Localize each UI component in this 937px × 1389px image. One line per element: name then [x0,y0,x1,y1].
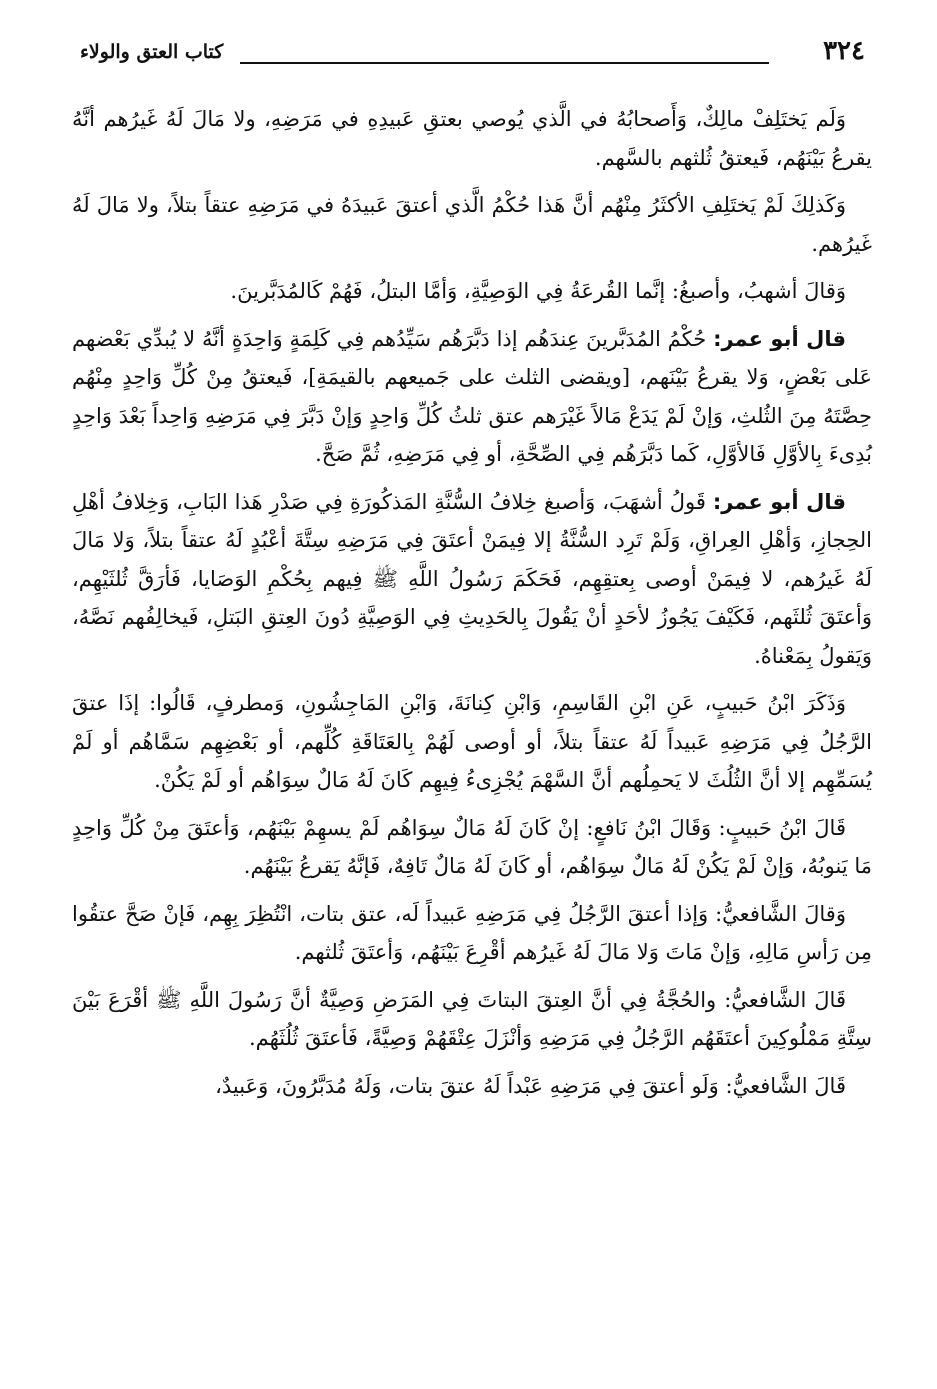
paragraph-text: وَقالَ الشَّافعيُّ: وَإذا أعتقَ الرَّجُلُ فِي مَرَضِهِ عَبيداً لَه، عتق بتات، انْتُظِرَ بِهِم، فَإنْ صَحَّ عتقُوا مِن رَأسِ مَالِهِ، وَإنْ مَاتَ وَلا مَالَ لَهُ غَيرُهم أقْرِعَ بَيْنَهُم، وَأعتَقَ ثُلثهم. [72,901,872,964]
paragraph-text: قَالَ الشَّافعيُّ: والحُجَّةُ فِي أنَّ العِتقَ البتاتَ فِي المَرَضِ وَصِيَّةٌ أنَّ رَسُولَ اللَّهِ ﷺ أقْرَعَ بَيْنَ سِتَّةِ مَمْلُوكِينَ أعتَقَهُم الرَّجُلُ فِي مَرَضِهِ وَأنْزَلَ عِتْقَهُمْ وَصِيَّةً، فَأعتَقَ ثُلُثَهُم. [72,987,872,1050]
paragraph [72,809,872,886]
paragraph [72,483,872,676]
paragraph-text: وَلَم يَختَلِفْ مالِكٌ، وَأَصحابُهُ في الَّذي يُوصي بعتقِ عَبيدِهِ في مَرَضِهِ، ولا مَالَ لَهُ غَيرُهم أنَّهُ يقرعُ بَيْنَهُم، فَيعتقُ ثُلثهم بالسَّهم. [72,107,872,170]
paragraph [72,320,872,474]
paragraph [72,272,872,311]
paragraph-text: وَذَكَرَ ابْنُ حَبيبٍ، عَنِ ابْنِ القَاسِمِ، وَابْنِ كِنانَةَ، وَابْنِ المَاجِشُونِ، وَمطرفٍ، قَالُوا: إذَا عتقَ الرَّجُلُ فِي مَرَضِهِ عَبيداً لَهُ عتقاً بتلاً، أو أوصى لَهُمْ بِالعَتَاقَةِ كُلِّهم، أو بَعْضِهِم سَمَّاهُم أو لَمْ يُسَمِّهِم إلا أنَّ الثُلُثَ لا يَحمِلُهم أنَّ السَّهْمَ يُجْزِىءُ فِيهِم كَانَ لَهُ مَالٌ سِوَاهُم أو لَمْ يَكُنْ. [72,691,872,792]
paragraph-text: حُكْمُ المُدَبَّرينَ عِندَهُم إذا دَبَّرَهُم سَيِّدُهم فِي كَلِمَةٍ وَاحِدَةٍ أنَّهُ لا يُبدِّي بَعْضهم عَلى بَعْضٍ، وَلا يقرعُ بَيْنَهم، [ويقضى الثلث على جَميعهم بالقيمَةِ]، فَيعتقُ مِنْ كُلِّ وَاحِدٍ مِنْهُم حِصَّتَهُ مِنَ الثُلثِ، وَإنْ لَمْ يَدَعْ مَالاً غَيْرَهم عتق ثلثُ كُلِّ وَاحِدٍ وَإنْ دَبَّرَ فِي مَرَضِهِ وَاحِداً بَعْدَ وَاحِدٍ بُدِىءَ بِالأوَّلِ فَالأوَّلِ، كَما دَبَّرَهُم فِي الصِّحَّةِ، أو فِي مَرَضِهِ، ثُمَّ صَحَّ. [72,326,872,466]
paragraph-lead: قال أبو عمر: [712,489,846,514]
paragraph-text: قَولُ أشهَبَ، وَأصبغ خِلافُ السُّنَّةِ المَذكُورَةِ فِي صَدْرِ هَذا البَابِ، وَخِلافُ أهْلِ الحِجازِ، وَأهْلِ العِراقِ، وَلَمْ تَرِد السُّنَّةُ إلا فِيمَنْ أعتَقَ فِي مَرَضِهِ سِتَّةَ أعْبُدٍ لَهُ عتقاً بتلاً، وَلا مَالَ لَهُ غَيرُهم، لا فِيمَنْ أوصى بِعتقِهِم، فَحَكَمَ رَسُولُ اللَّهِ ﷺ فِيهم بِحُكْمِ الوَصَايا، فَأرَقَّ ثُلثَيْهِم، وَأعتَقَ ثُلثَهم، فَكَيْفَ يَجُوزُ لأحَدٍ أنْ يَقُولَ بِالحَدِيثِ فِي الوَصِيَّةِ دُونَ العِتقِ البَتلِ، فَيخالِفُهم نَصَّهُ، وَيَقولُ بِمَعْناهُ. [72,489,872,668]
paragraph [72,684,872,800]
paragraph [72,100,872,177]
header-rule [240,62,769,64]
paragraph [72,186,872,263]
paragraph-text: وَكَذلِكَ لَمْ يَختَلِفِ الأكثَرُ مِنْهُم أنَّ هَذا حُكْمُ الَّذي أعتقَ عَبيدَهُ في مَرَضِهِ عتقاً بتلاً، ولا مَالَ لَهُ غَيرُهم. [72,193,872,256]
book-title: كتاب العتق والولاء [80,41,224,63]
paragraph [72,895,872,972]
paragraph-text: قَالَ الشَّافعيُّ: وَلَو أعتقَ فِي مَرَضِهِ عَبْداً لَهُ عتقَ بتات، وَلَهُ مُدَبَّرُونَ، وَعَبيدٌ، [215,1073,846,1098]
paragraph [72,981,872,1058]
page-number: ٣٢٤ [823,36,865,66]
page-header [80,34,865,74]
page-body [72,100,872,1114]
paragraph-lead: قال أبو عمر: [713,326,846,351]
paragraph [72,1067,872,1106]
paragraph-text: قَالَ ابْنُ حَبيبٍ: وَقَالَ ابْنُ نَافعٍ: إنْ كَانَ لَهُ مَالٌ سِوَاهُم لَمْ يسهِمْ بَيْنَهُم، وَأعتَقَ مِنْ كُلِّ وَاحِدٍ مَا يَنوبُهُ، وَإنْ لَمْ يَكُنْ لَهُ مَالٌ سِوَاهُم، أو كَانَ لَهُ مَالٌ تَافِهٌ، فَإنَّهُ يَقرعُ بَيْنَهُم. [72,815,872,878]
paragraph-text: وَقالَ أشهبُ، وأصبغُ: إنَّما القُرعَةُ فِي الوَصِيَّةِ، وَأمَّا البتلُ، فَهُمْ كَالمُدَبَّرينَ. [230,279,846,303]
